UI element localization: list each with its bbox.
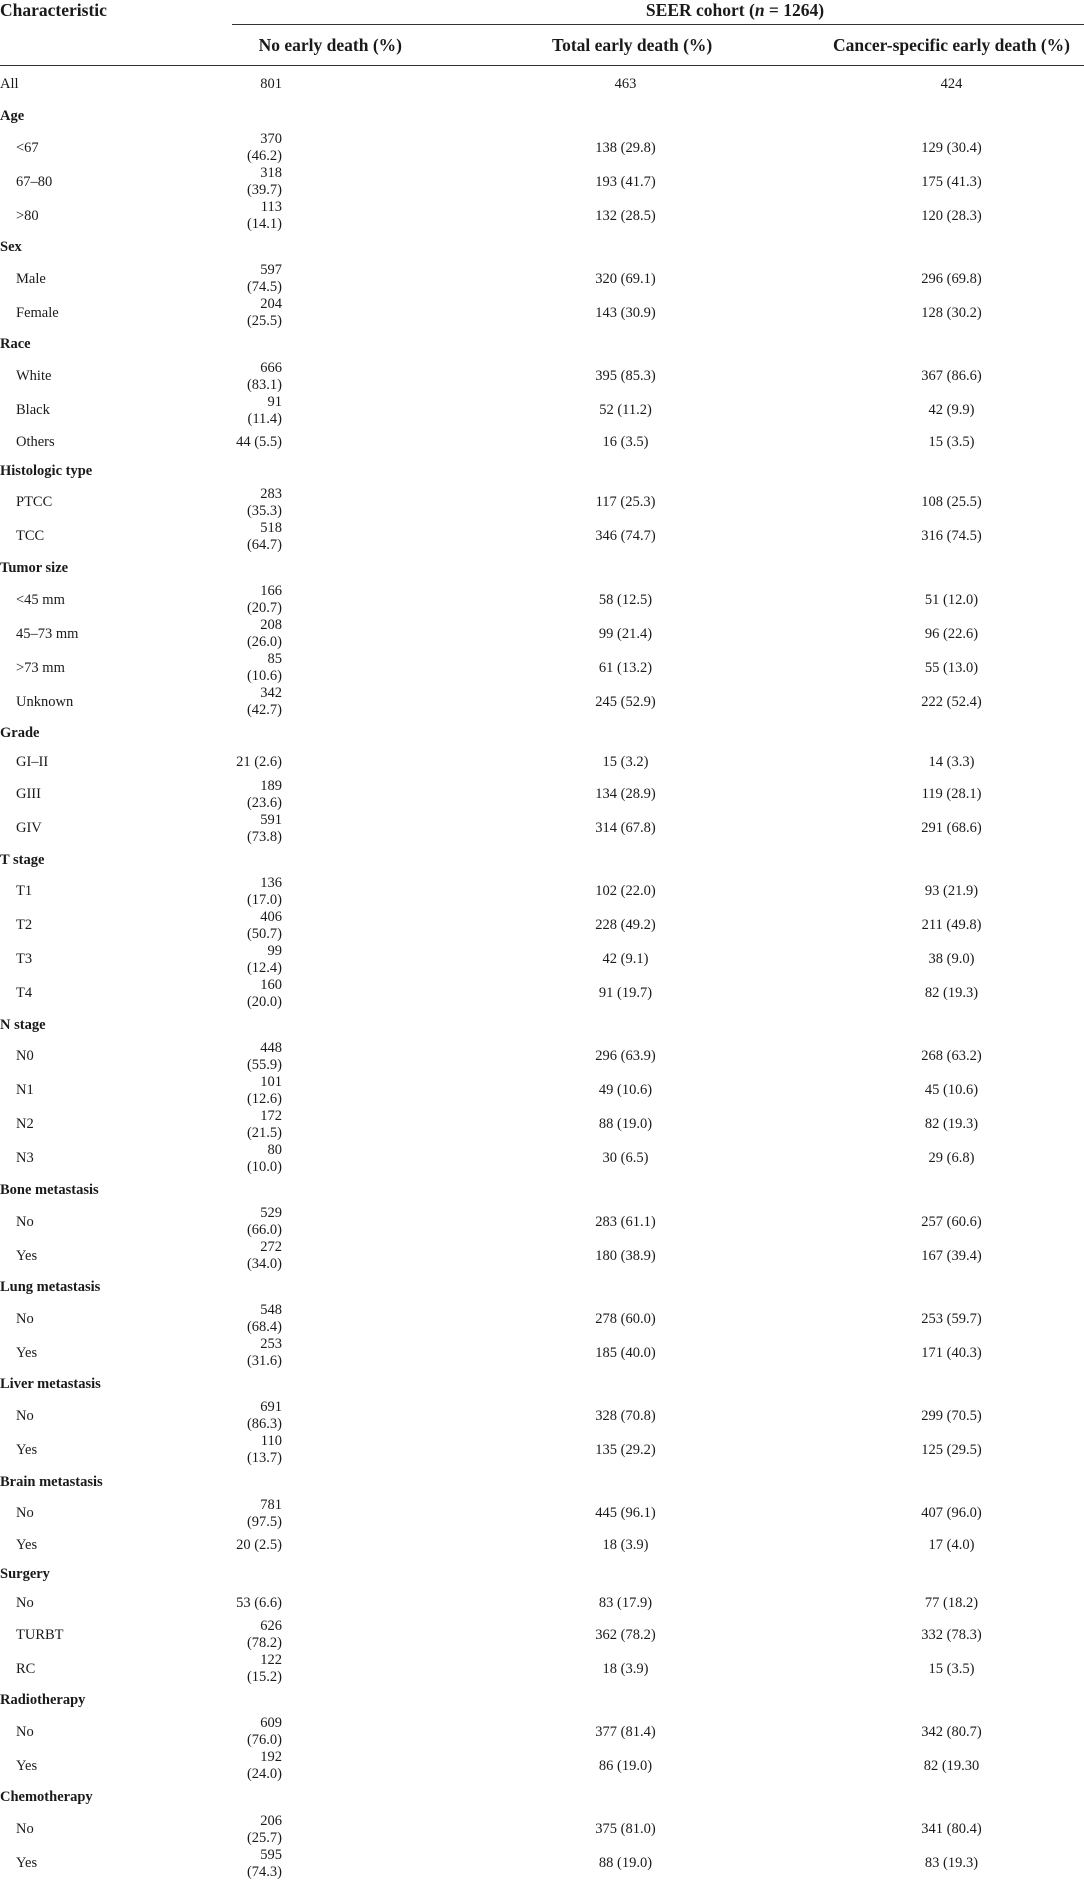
cell-total-early-death: 283 (61.1)	[595, 1213, 656, 1230]
section-header-row	[0, 1467, 1084, 1496]
row-label: GIV	[16, 820, 42, 836]
cell-total-early-death: 99 (21.4)	[598, 625, 653, 642]
cell-no-early-death: 518 (64.7)	[246, 519, 282, 553]
row-label: <45 mm	[16, 591, 65, 608]
cell-total-early-death: 18 (3.9)	[602, 1660, 649, 1677]
section-header-row	[0, 719, 1084, 748]
cell-total-early-death: 30 (6.5)	[602, 1150, 649, 1167]
cell-cancer-specific: 128 (30.2)	[921, 304, 982, 321]
table-row	[0, 1531, 1084, 1560]
cell-cancer-specific: 82 (19.30	[923, 1757, 980, 1774]
section-header-row	[0, 1176, 1084, 1205]
cell-cancer-specific: 367 (86.6)	[921, 368, 982, 385]
table-row	[0, 1239, 1084, 1273]
row-label: RC	[16, 1660, 36, 1677]
table-row	[0, 1589, 1084, 1618]
row-label: Unknown	[16, 693, 74, 710]
table-row	[0, 1040, 1084, 1074]
section-title: Bone metastasis	[0, 1181, 99, 1198]
table-row	[0, 262, 1084, 296]
cell-total-early-death: 88 (19.0)	[598, 1116, 653, 1133]
cell-no-early-death: 206 (25.7)	[246, 1812, 282, 1846]
cell-total-early-death: 102 (22.0)	[595, 883, 656, 900]
cell-no-early-death: 160 (20.0)	[246, 976, 282, 1010]
row-label: Yes	[16, 1536, 38, 1553]
cell-cancer-specific: 299 (70.5)	[921, 1407, 982, 1424]
cell-cancer-specific: 38 (9.0)	[928, 951, 975, 968]
table-row	[0, 165, 1084, 199]
table-row	[0, 977, 1084, 1011]
cohort-n-value: = 1264)	[764, 0, 825, 20]
cell-cancer-specific: 125 (29.5)	[921, 1441, 982, 1458]
table-row	[0, 131, 1084, 165]
cell-total-early-death: 296 (63.9)	[595, 1048, 656, 1065]
cell-no-early-death: 192 (24.0)	[246, 1749, 282, 1783]
row-label: No	[16, 1723, 34, 1740]
table-row	[0, 1074, 1084, 1108]
col-total-early-death-header: Total early death (%)	[552, 34, 713, 55]
table-row-all	[0, 66, 1084, 103]
row-label: <67	[16, 139, 39, 156]
cohort-label: SEER cohort (	[645, 0, 755, 20]
table-row	[0, 748, 1084, 777]
table-row	[0, 909, 1084, 943]
section-title: Tumor size	[0, 560, 69, 577]
table-row	[0, 1497, 1084, 1531]
cell-total-early-death: 15 (3.2)	[602, 754, 649, 771]
cell-total-early-death: 91 (19.7)	[598, 985, 653, 1002]
cell-no-early-death: 609 (76.0)	[246, 1715, 282, 1749]
cell-no-early-death: 21 (2.6)	[236, 754, 282, 771]
cell-no-early-death: 666 (83.1)	[246, 359, 282, 393]
cell-no-early-death: 189 (23.6)	[246, 777, 282, 811]
cell-cancer-specific: 257 (60.6)	[921, 1213, 982, 1230]
cell-no-early-death: 448 (55.9)	[246, 1039, 282, 1073]
section-title: Lung metastasis	[0, 1279, 101, 1296]
row-label: GI–II	[16, 754, 49, 771]
section-title: Chemotherapy	[0, 1789, 93, 1806]
table-row	[0, 394, 1084, 428]
cell-total-early-death: 88 (19.0)	[598, 1855, 653, 1872]
cell-cancer-specific: 42 (9.9)	[928, 402, 975, 419]
cell-total-early-death: 228 (49.2)	[595, 917, 656, 934]
cell-total-early-death: 49 (10.6)	[598, 1082, 653, 1099]
section-title: Histologic type	[0, 462, 93, 479]
row-label: T1	[16, 883, 33, 900]
row-label: T4	[16, 985, 33, 1002]
cell-cancer-specific: 175 (41.3)	[921, 173, 982, 190]
table-row	[0, 1302, 1084, 1336]
cell-cancer-specific: 167 (39.4)	[921, 1247, 982, 1264]
row-label: 67–80	[16, 173, 53, 190]
cell-cancer-specific: 77 (18.2)	[924, 1595, 979, 1612]
table-row	[0, 617, 1084, 651]
row-label: Yes	[16, 1441, 38, 1458]
cell-cancer-specific: 253 (59.7)	[921, 1310, 982, 1327]
row-label: TURBT	[16, 1626, 64, 1643]
cell-no-early-death: 53 (6.6)	[236, 1595, 282, 1612]
table-row	[0, 1399, 1084, 1433]
cell-cancer-specific: 424	[940, 75, 963, 92]
section-header-row	[0, 1686, 1084, 1715]
section-title: Brain metastasis	[0, 1473, 103, 1490]
section-title: Sex	[0, 239, 22, 256]
row-label: TCC	[16, 528, 45, 545]
table-row	[0, 1205, 1084, 1239]
row-label: Male	[16, 270, 46, 287]
cell-total-early-death: 134 (28.9)	[595, 786, 656, 802]
table-row	[0, 1652, 1084, 1686]
table-row	[0, 296, 1084, 330]
row-label: White	[16, 368, 52, 385]
table-row	[0, 651, 1084, 685]
cell-cancer-specific: 316 (74.5)	[921, 528, 982, 545]
table-row	[0, 1433, 1084, 1467]
header-row-top	[0, 0, 1084, 25]
header-row-columns	[0, 25, 1084, 66]
cell-cancer-specific: 45 (10.6)	[924, 1082, 979, 1099]
cell-no-early-death: 172 (21.5)	[246, 1107, 282, 1141]
cell-no-early-death: 406 (50.7)	[246, 908, 282, 942]
cell-no-early-death: 20 (2.5)	[236, 1536, 282, 1553]
cell-no-early-death: 85 (10.6)	[246, 651, 282, 685]
cohort-header	[232, 0, 1084, 25]
cell-cancer-specific: 51 (12.0)	[924, 591, 979, 608]
row-label: Yes	[16, 1855, 38, 1872]
cell-total-early-death: 135 (29.2)	[595, 1441, 656, 1458]
row-label: >80	[16, 207, 39, 224]
cell-total-early-death: 185 (40.0)	[595, 1344, 656, 1361]
section-header-row	[0, 1273, 1084, 1302]
cell-total-early-death: 18 (3.9)	[602, 1536, 649, 1553]
table-row	[0, 1336, 1084, 1370]
table-row	[0, 875, 1084, 909]
row-label: Yes	[16, 1344, 38, 1361]
cell-cancer-specific: 108 (25.5)	[921, 494, 982, 511]
row-label: No	[16, 1310, 34, 1327]
cell-cancer-specific: 211 (49.8)	[921, 917, 982, 934]
cell-no-early-death: 136 (17.0)	[246, 874, 282, 908]
row-label: PTCC	[16, 494, 53, 511]
cell-no-early-death: 122 (15.2)	[246, 1652, 282, 1686]
cell-cancer-specific: 17 (4.0)	[928, 1536, 975, 1553]
cell-cancer-specific: 15 (3.5)	[928, 433, 975, 450]
cell-total-early-death: 193 (41.7)	[595, 173, 656, 190]
cell-cancer-specific: 55 (13.0)	[924, 659, 979, 676]
characteristic-header: Characteristic	[0, 0, 107, 20]
table-row	[0, 428, 1084, 457]
table-row	[0, 1847, 1084, 1881]
row-label: N1	[16, 1082, 34, 1099]
cell-total-early-death: 395 (85.3)	[595, 368, 656, 385]
cell-total-early-death: 377 (81.4)	[595, 1723, 656, 1740]
cell-no-early-death: 597 (74.5)	[246, 262, 282, 296]
cell-total-early-death: 445 (96.1)	[595, 1505, 656, 1522]
cell-total-early-death: 362 (78.2)	[595, 1626, 656, 1643]
cell-total-early-death: 138 (29.8)	[595, 139, 656, 156]
section-header-row	[0, 1011, 1084, 1040]
table-row	[0, 1715, 1084, 1749]
cell-total-early-death: 346 (74.7)	[595, 528, 656, 545]
cell-total-early-death: 245 (52.9)	[595, 693, 656, 710]
col-no-early-death-header: No early death (%)	[258, 34, 402, 55]
cell-no-early-death: 591 (73.8)	[246, 811, 282, 845]
cell-no-early-death: 110 (13.7)	[246, 1433, 282, 1467]
section-header-row	[0, 554, 1084, 583]
cell-no-early-death: 548 (68.4)	[246, 1302, 282, 1336]
cell-no-early-death: 208 (26.0)	[246, 617, 282, 651]
section-header-row	[0, 330, 1084, 359]
cell-total-early-death: 314 (67.8)	[595, 820, 656, 836]
cell-no-early-death: 166 (20.7)	[246, 583, 282, 617]
row-label: N2	[16, 1116, 34, 1133]
cell-total-early-death: 117 (25.3)	[595, 494, 656, 511]
header-spacer	[0, 25, 232, 66]
cell-no-early-death: 204 (25.5)	[246, 296, 282, 330]
cell-total-early-death: 375 (81.0)	[595, 1821, 656, 1838]
table-row	[0, 778, 1084, 812]
cell-total-early-death: 180 (38.9)	[595, 1247, 656, 1264]
row-label: No	[16, 1595, 34, 1612]
row-label: All	[0, 75, 19, 92]
table-row	[0, 583, 1084, 617]
row-label: Female	[16, 304, 59, 321]
cell-total-early-death: 86 (19.0)	[598, 1757, 653, 1774]
cell-no-early-death: 626 (78.2)	[246, 1618, 282, 1652]
section-header-row	[0, 846, 1084, 875]
section-header-row	[0, 233, 1084, 262]
cell-total-early-death: 83 (17.9)	[598, 1595, 653, 1612]
section-title: Race	[0, 336, 31, 353]
cell-cancer-specific: 29 (6.8)	[928, 1150, 975, 1167]
cell-cancer-specific: 171 (40.3)	[921, 1344, 982, 1361]
row-label: Others	[16, 433, 55, 450]
section-title: Surgery	[0, 1565, 50, 1582]
cell-total-early-death: 463	[614, 75, 637, 92]
section-header-row	[0, 1783, 1084, 1812]
row-label: No	[16, 1821, 34, 1838]
cell-cancer-specific: 83 (19.3)	[924, 1855, 979, 1872]
cell-no-early-death: 99 (12.4)	[246, 942, 282, 976]
cell-total-early-death: 58 (12.5)	[598, 591, 653, 608]
cell-cancer-specific: 82 (19.3)	[924, 985, 979, 1002]
row-label: 45–73 mm	[16, 625, 79, 642]
row-label: Yes	[16, 1247, 38, 1264]
cell-no-early-death: 529 (66.0)	[246, 1205, 282, 1239]
row-label: No	[16, 1505, 34, 1522]
cell-total-early-death: 143 (30.9)	[595, 304, 656, 321]
cell-no-early-death: 101 (12.6)	[246, 1073, 282, 1107]
row-label: No	[16, 1407, 34, 1424]
cell-no-early-death: 283 (35.3)	[246, 485, 282, 519]
cell-no-early-death: 801	[260, 75, 282, 92]
cell-cancer-specific: 129 (30.4)	[921, 139, 982, 156]
col-cancer-specific-header: Cancer-specific early death (%)	[833, 34, 1071, 55]
table-row	[0, 486, 1084, 520]
cell-no-early-death: 318 (39.7)	[246, 165, 282, 199]
section-title: T stage	[0, 851, 45, 868]
cell-cancer-specific: 407 (96.0)	[921, 1505, 982, 1522]
cell-cancer-specific: 222 (52.4)	[921, 693, 982, 710]
table-row	[0, 199, 1084, 233]
cell-total-early-death: 278 (60.0)	[595, 1310, 656, 1327]
row-label: T3	[16, 951, 33, 968]
section-header-row	[0, 1370, 1084, 1399]
table-row	[0, 1749, 1084, 1783]
section-title: N stage	[0, 1016, 46, 1033]
cell-no-early-death: 595 (74.3)	[246, 1846, 282, 1880]
table-body	[0, 66, 1084, 1881]
table-row	[0, 943, 1084, 977]
table-row	[0, 1618, 1084, 1652]
row-label: >73 mm	[16, 659, 65, 676]
table-row	[0, 1142, 1084, 1176]
cell-cancer-specific: 296 (69.8)	[921, 270, 982, 287]
table-row	[0, 1813, 1084, 1847]
row-label: N3	[16, 1150, 34, 1167]
section-header-row	[0, 457, 1084, 486]
cell-total-early-death: 320 (69.1)	[595, 270, 656, 287]
cell-total-early-death: 52 (11.2)	[599, 402, 652, 419]
section-header-row	[0, 102, 1084, 131]
cell-cancer-specific: 268 (63.2)	[921, 1048, 982, 1065]
row-label: T2	[16, 917, 33, 934]
table-row	[0, 360, 1084, 394]
cell-cancer-specific: 93 (21.9)	[924, 883, 979, 900]
cell-total-early-death: 16 (3.5)	[602, 433, 649, 450]
row-label: Yes	[16, 1757, 38, 1774]
cell-no-early-death: 91 (11.4)	[247, 393, 282, 427]
section-header-row	[0, 1560, 1084, 1589]
cell-cancer-specific: 291 (68.6)	[921, 820, 982, 836]
cell-cancer-specific: 119 (28.1)	[921, 786, 982, 802]
row-label: GIII	[16, 786, 41, 802]
section-title: Radiotherapy	[0, 1692, 86, 1709]
table-row	[0, 1108, 1084, 1142]
cell-cancer-specific: 15 (3.5)	[928, 1660, 975, 1677]
table-row	[0, 812, 1084, 846]
cell-cancer-specific: 341 (80.4)	[921, 1821, 982, 1838]
cell-no-early-death: 44 (5.5)	[236, 433, 282, 450]
cell-total-early-death: 42 (9.1)	[602, 951, 649, 968]
cell-no-early-death: 342 (42.7)	[246, 685, 282, 719]
row-label: N0	[16, 1048, 34, 1065]
cell-cancer-specific: 332 (78.3)	[921, 1626, 982, 1643]
cell-total-early-death: 61 (13.2)	[598, 659, 653, 676]
cell-no-early-death: 691 (86.3)	[246, 1399, 282, 1433]
cohort-n-symbol: n	[754, 0, 765, 20]
cell-no-early-death: 253 (31.6)	[246, 1336, 282, 1370]
cell-cancer-specific: 96 (22.6)	[924, 625, 979, 642]
table-row	[0, 685, 1084, 719]
cell-cancer-specific: 342 (80.7)	[921, 1723, 982, 1740]
row-label: No	[16, 1213, 34, 1230]
cell-cancer-specific: 82 (19.3)	[924, 1116, 979, 1133]
row-label: Black	[16, 402, 50, 419]
cell-no-early-death: 781 (97.5)	[246, 1496, 282, 1530]
section-title: Grade	[0, 725, 40, 742]
section-title: Liver metastasis	[0, 1376, 101, 1393]
cell-total-early-death: 132 (28.5)	[595, 207, 656, 224]
cell-no-early-death: 80 (10.0)	[246, 1141, 282, 1175]
cell-total-early-death: 328 (70.8)	[595, 1407, 656, 1424]
cell-no-early-death: 113 (14.1)	[246, 199, 282, 233]
cell-cancer-specific: 120 (28.3)	[921, 207, 982, 224]
cell-no-early-death: 272 (34.0)	[246, 1239, 282, 1273]
table-row	[0, 520, 1084, 554]
cell-cancer-specific: 14 (3.3)	[928, 754, 975, 771]
cell-no-early-death: 370 (46.2)	[246, 131, 282, 165]
section-title: Age	[0, 108, 25, 125]
